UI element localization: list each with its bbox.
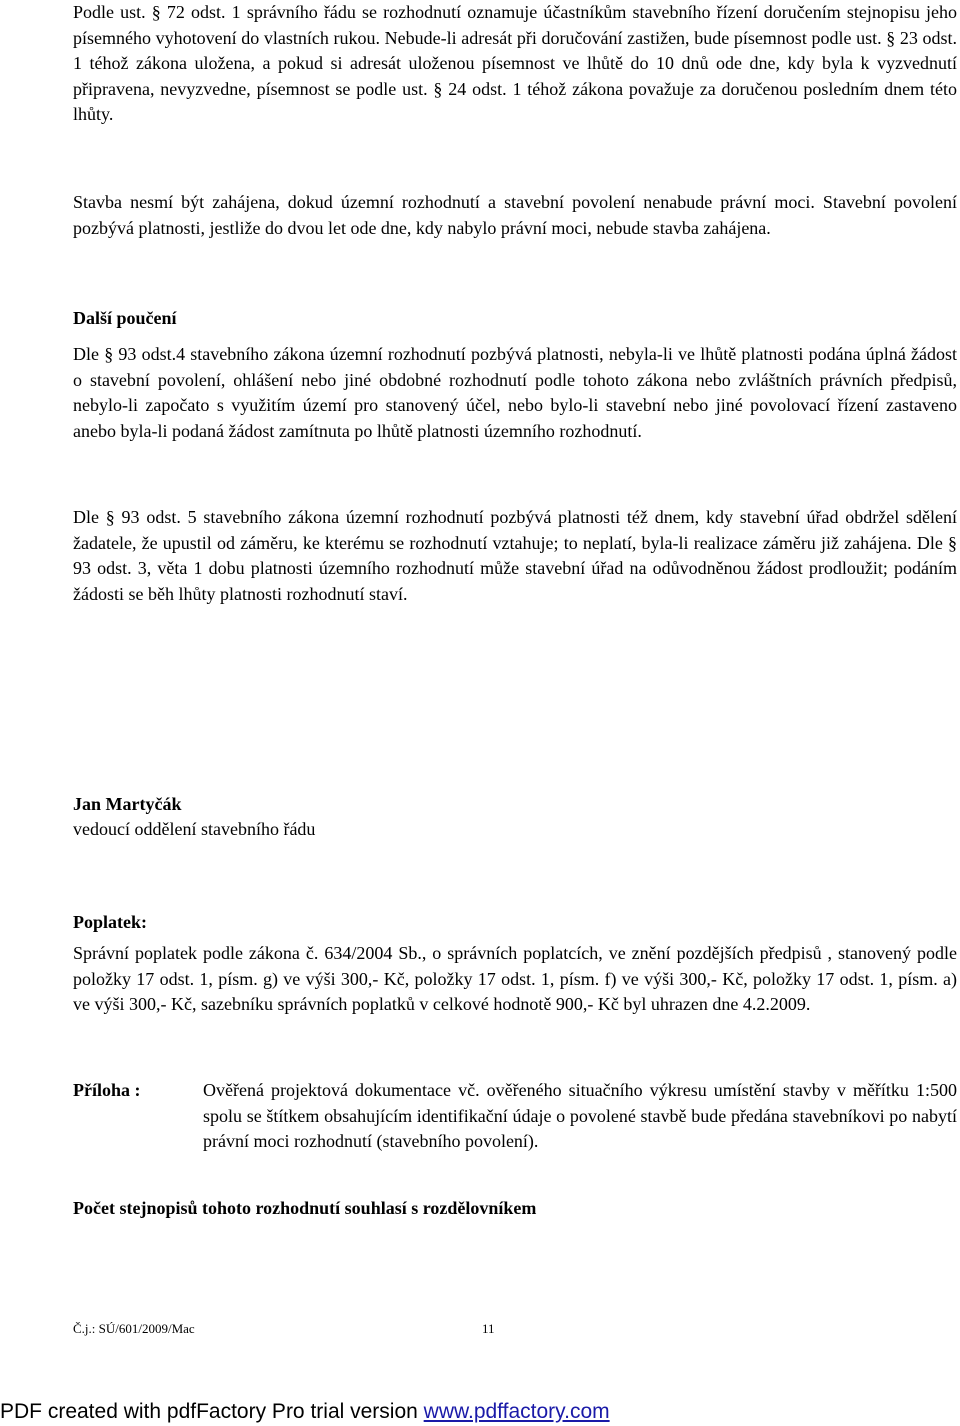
- attachment-label: Příloha :: [73, 1080, 141, 1100]
- attachment-text: Ověřená projektová dokumentace vč. ověřeného situačního výkresu umístění stavby v měřítku 1:500 spolu se štítkem obsahujícím identifikační údaje o povolené stavbě bude předána stavebníkovi po nabytí právní moci rozhodnutí (stavebního povolení).: [203, 1080, 957, 1151]
- paragraph-delivery: Podle ust. § 72 odst. 1 správního řádu se rozhodnutí oznamuje účastníkům stavebního řízení doručením stejnopisu jeho písemného vyhotovení do vlastních rukou. Nebude-li adresát při doručování zastižen, bude písemnost podle ust. § 23 odst. 1 téhož zákona uložena, a pokud si adresát uloženou písemnost ve lhůtě do 10 dnů ode dne, kdy byla k vyzvednutí připravena, nevyzvedne, písemnost se podle ust. § 24 odst. 1 téhož zákona považuje za doručenou posledním dnem této lhůty.: [73, 2, 957, 124]
- heading-further-instruction: Další poučení: [73, 308, 177, 328]
- fee-text: Správní poplatek podle zákona č. 634/2004 Sb., o správních poplatcích, ve znění pozdějších předpisů , stanovený podle položky 17 odst. 1, písm. g) ve výši 300,- Kč, položky 17 odst. 1, písm. f) ve výši 300,- Kč, položky 17 odst. 1, písm. a) ve výši 300,- Kč, sazebníku správních poplatků v celkové hodnotě 900,- Kč byl uhrazen dne 4.2.2009.: [73, 943, 957, 1014]
- pdf-trial-banner: [0, 1397, 960, 1426]
- paragraph-section-93-4: Dle § 93 odst.4 stavebního zákona územní rozhodnutí pozbývá platnosti, nebyla-li ve lhůtě platnosti podána úplná žádost o stavební povolení, ohlášení nebo jiné obdobné rozhodnutí podle tohoto zákona nebo zvláštních právních předpisů, nebylo-li započato s využitím území pro stanovený účel, nebo bylo-li stavební nebo jiné povolovací řízení zastaveno anebo byla-li podaná žádost zamítnuta po lhůtě platnosti územního rozhodnutí.: [73, 344, 957, 441]
- footer-reference: Č.j.: SÚ/601/2009/Mac: [73, 1321, 195, 1336]
- pdf-banner-link[interactable]: www.pdffactory.com: [423, 1400, 610, 1423]
- paragraph-construction-start: Stavba nesmí být zahájena, dokud územní rozhodnutí a stavební povolení nenabude právní moci. Stavební povolení pozbývá platnosti, jestliže do dvou let ode dne, kdy nabylo právní moci, nebude stavba zahájena.: [73, 192, 957, 238]
- paragraph-section-93-5: Dle § 93 odst. 5 stavebního zákona územní rozhodnutí pozbývá platnosti též dnem, kdy stavební úřad obdržel sdělení žadatele, že upustil od záměru, ke kterému se rozhodnutí vztahuje; to neplatí, byla-li realizace záměru již zahájena. Dle § 93 odst. 3, věta 1 dobu platnosti územního rozhodnutí může stavební úřad na odůvodněnou žádost prodloužit; podáním žádosti se běh lhůty platnosti rozhodnutí staví.: [73, 507, 957, 604]
- footer-page-number: 11: [482, 1321, 495, 1336]
- fee-heading: Poplatek:: [73, 912, 147, 932]
- signer-name: Jan Martyčák: [73, 794, 182, 814]
- copies-note: Počet stejnopisů tohoto rozhodnutí souhlasí s rozdělovníkem: [73, 1198, 537, 1218]
- signer-title: vedoucí oddělení stavebního řádu: [73, 819, 316, 839]
- pdf-banner-text: PDF created with pdfFactory Pro trial version: [0, 1400, 424, 1423]
